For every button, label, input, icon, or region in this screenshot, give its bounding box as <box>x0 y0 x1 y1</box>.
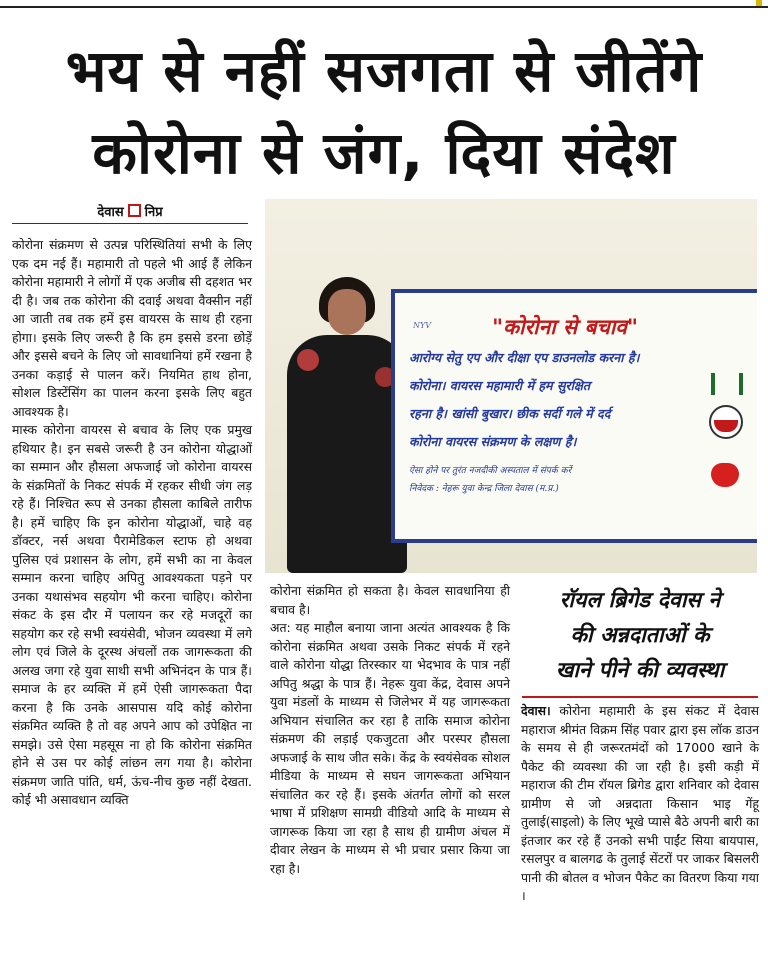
board-title: "कोरोना से बचाव" <box>492 314 638 339</box>
paragraph: मास्क कोरोना वायरस से बचाव के लिए एक प्रमुख हथियार है। इन सबसे जरूरी है उन कोरोना योद्धाओं का सम्मान और हौसला अफजाई जो कोरोना वायरस के संक्रमितों के निकट संपर्क में रहकर सीधी जंग लड़ रहे हैं। निश्चित रूप से उनका हौसला काबिले तारीफ है। हमें चाहिए कि इन कोरोना योद्धाओं, चाहे वह डॉक्टर, नर्स अथवा पैरामेडिकल स्टाफ हो अथवा पुलिस एवं प्रशासन के लोग, हमें सभी का ना केवल सम्मान करना चाहिए अपितु आवश्यकता पड़ने पर उनका यथासंभव सहयोग भी करना चाहिए। कोरोना संकट के इस दौर में पलायन कर रहे मजदूरों का सहयोग कर रहे सभी स्वयंसेवी, भोजन व्यवस्था में लगे लोग एवं जिले के दूरस्थ अंचलों तक जागरूकता की अलख जगा रहे युवा साथी सभी अभिनंदन के पात्र हैं। समाज के हर व्यक्ति में हमें ऐसी जागरूकता पैदा करना है कि उनके आसपास यदि कोई कोरोना संक्रमित व्यक्ति है तो वह अपने आप को उपेक्षित ना समझे। उसे ऐसा महसूस ना हो कि कोरोना संक्रमित होने से उस पर कोई लांछन लग गया है। कोरोना संक्रमण जाति पांति, धर्म, ऊंच-नीच कुछ नहीं देखता. कोई भी असावधान व्यक्ति <box>12 422 252 807</box>
side-headline-line: की अन्नदाताओं के <box>570 623 710 648</box>
main-story-column-1 <box>12 236 252 810</box>
paragraph: कोरोना संक्रमित हो सकता है। केवल सावधानिया ही बचाव है। <box>270 583 510 617</box>
paragraph: कोरोना संक्रमण से उत्पन्न परिस्थितियां सभी के लिए एक दम नई हैं। महामारी तो पहले भी आई हैं लेकिन कोरोना महामारी ने लोगों में एक अजीब सी दहशत भर दी है। जब तक कोरोना की दवाई अथवा वैक्सीन नहीं आ जाती तब तक हमें इस वायरस के साथ ही रहना होगा। इसके लिए जरूरी है कि हम इससे डरना छोड़ें और इससे बचने के लिए जो सावधानियां हमें रखना है उनका कड़ाई से पालन करें। नियमित हाथ होना, सोशल डिस्टेंसिंग का पालन करना इसके लिए बहुत आवश्यक है। <box>12 237 252 419</box>
news-photo <box>265 199 757 573</box>
side-story-headline <box>520 583 760 698</box>
board-tag: NYV <box>413 321 432 330</box>
dateline <box>12 202 248 224</box>
wall-painting-board <box>391 289 757 543</box>
board-small-line: ऐसा होने पर तुरंत नजदीकी अस्पताल में संपर्क करें <box>409 466 572 476</box>
side-headline-line: खाने पीने की व्यवस्था <box>555 658 725 683</box>
headline-line-1: भय से नहीं सजगता से जीतेंगे <box>65 37 703 105</box>
side-story-body <box>521 702 759 906</box>
face <box>328 289 366 335</box>
mask-face-icon <box>709 405 743 439</box>
side-headline-line: रॉयल ब्रिगेड देवास ने <box>559 588 721 613</box>
square-bullet-icon <box>128 204 141 217</box>
heart-icon <box>711 463 739 487</box>
board-line: रहना है। खांसी बुखार। छीक सर्दी गले में दर्द <box>409 406 611 421</box>
side-story-dateline: देवास। <box>521 703 551 718</box>
red-divider <box>522 696 758 698</box>
board-line: कोरोना। वायरस महामारी में हम सुरक्षित <box>409 378 591 393</box>
board-small-line: निवेदक : नेहरू युवा केन्द्र जिला देवास (म.प्र.) <box>409 484 559 494</box>
paragraph: अत: यह माहौल बनाया जाना अत्यंत आवश्यक है कि कोरोना संक्रमित अथवा उसके निकट संपर्क में रहने वाले कोरोना योद्धा तिरस्कार या भेदभाव के पात्र नहीं अपितु श्रद्धा के पात्र हैं। नेहरू युवा केंद्र, देवास अपने युवा मंडलों के माध्यम से जिलेभर में यह जागरूकता अभियान संचालित कर रहा है ताकि समाज कोरोना संक्रमण की लड़ाई एकजुटता और परस्पर हौसला अफजाई के साथ जीत सके। केंद्र के स्वयंसेवक सोशल मीडिया के माध्यम से सघन जागरूकता अभियान संचालित कर रहे हैं। इसके अंतर्गत लोगों को सरल भाषा में प्रशिक्षण सामग्री वीडियो आदि के माध्यम से जागरूक किया जा रहा है साथ ही ग्रामीण अंचल में दीवार लेखन के माध्यम से भी प्रचार प्रसार किया जा रहा है। <box>270 620 510 876</box>
main-story-column-2 <box>270 582 510 878</box>
cut-off-next-line <box>0 965 768 975</box>
dateline-agency: निप्र <box>144 205 163 220</box>
side-story-paragraph <box>521 702 759 906</box>
board-line: कोरोना वायरस संक्रमण के लक्षण है। <box>409 434 577 449</box>
main-headline <box>0 30 768 194</box>
page-top-rule <box>0 0 768 8</box>
dateline-place: देवास <box>97 205 124 220</box>
headline-line-2: कोरोना से जंग, दिया संदेश <box>92 119 676 187</box>
logo-icon <box>711 373 743 395</box>
side-story-text: कोरोना महामारी के इस संकट में देवास महाराज श्रीमंत विक्रम सिंह पवार द्वारा इस लॉक डाउन के समय से ही जरूरतमंदों को 17000 खाने के पैकेट की व्यवस्था की जा रही है। इसी कड़ी में महाराज की टीम रॉयल ब्रिगेड द्वारा शनिवार को देवास ग्रामीण से जो अन्नदाता किसान भाइ गेंहू तुलाई(साइलो) के लिए भूखे प्यासे बैठे अपनी बारी का इंतजार कर रहे हैं उनको सभी पाईंट सिया बायपास, रसलपुर व बालगढ के तुलाई सेंटरों पर जाकर बिसलरी पानी की बोतल व भोजन पैकेट का वितरण किया गया । <box>521 703 759 903</box>
dress-print <box>297 349 319 371</box>
board-line: आरोग्य सेतु एप और दीक्षा एप डाउनलोड करना है। <box>409 350 640 365</box>
